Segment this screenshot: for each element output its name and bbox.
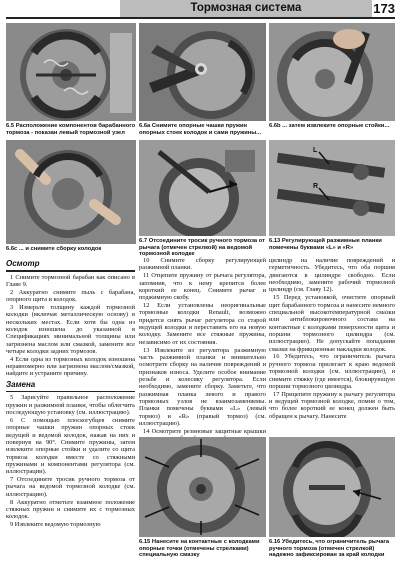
paragraph: 8 Аккуратно отметьте взаимное положение стяжных пружин и снимите их с тормозных колодок. xyxy=(6,498,135,521)
figure-6-7 xyxy=(139,140,266,258)
paragraph: 4 Если одна из тормозных колодок изношена неравномерно или загрязнена маслом/смазкой, найдите и устраните причину. xyxy=(6,355,135,378)
photo-retainer-pin xyxy=(269,23,395,121)
paragraph: 16 Убедитесь, что ограничитель рычага ручного тормоза прилегает к краю ведомой тормозной колодки (см. иллюстрацию), и снимите стяжку (где имеется), блокирующую поршни тормозного цилиндра. xyxy=(269,353,395,390)
paragraph: 2 Аккуратно снимите пыль с барабана, опорного щита и колодок. xyxy=(6,288,135,304)
paragraph: 5 Зарисуйте правильное расположение пружин и разжимной планки, чтобы облегчить последующую установку (см. иллюстрацию). xyxy=(6,394,135,416)
paragraph: 11 Отцепите пружину от рычага регулятора, запомнив, что к нему крепится более короткий ее конец. Снимите рычаг и поджимную скобу. xyxy=(139,272,266,302)
paragraph: 10 Снимите сборку регулирующей разжимной планки. xyxy=(139,257,266,272)
photo-handbrake-cable xyxy=(139,140,266,236)
paragraph: цилиндр на наличие повреждений и герметичность. Убедитесь, что оба поршня двигаются в цилиндре свободно. Если необходимо, замените рабочий тормозной цилиндр (см. Главу 12). xyxy=(269,257,395,294)
figure-6-15 xyxy=(139,437,266,568)
photo-handbrake-stop xyxy=(269,437,395,537)
paragraph: 12 Если установлены неоригинальные тормозные колодки Renault, возможно придется снять рычаг регулятора со старой ведущей колодки и переставить его на новую колодку. Замените все стяжные пружины, независимо от их состояния. xyxy=(139,302,266,346)
paragraph: 3 Измерьте толщину каждой тормозной колодки (включая металлическую основу) в нескольких местах. Если хотя бы одна из колодок изношена до указанной в Спецификациях минимальной толщины или загрязнена маслом или смазкой, замените все четыре колодки задних тормозов. xyxy=(6,303,135,355)
figure-caption: 6.6c ... и снимите сборку колодок xyxy=(6,246,102,252)
figure-6-13 xyxy=(269,140,395,254)
photo-spring-removal xyxy=(139,23,266,121)
figure-caption: 6.6a Снимите опорные чашки пружин опорных стоек колодок и сами пружины... xyxy=(139,123,262,136)
figure-6-6a xyxy=(139,23,266,137)
section-heading-replacement: Замена xyxy=(6,379,36,389)
heading-rule xyxy=(6,270,135,272)
figure-6-16 xyxy=(269,437,395,568)
figure-caption: 6.13 Регулирующей разжимные планки помечены буквами «L» и «R» xyxy=(269,238,382,251)
figure-caption: 6.7 Отсоедините тросик ручного тормоза от рычага (отмечен стрелкой) на ведомой тормозной колодке xyxy=(139,238,265,258)
photo-grease-points xyxy=(139,437,266,537)
figure-caption: 6.6b ... затем извлеките опорные стойки... xyxy=(269,123,390,129)
chapter-title: Тормозная система xyxy=(120,0,372,17)
paragraph: 15 Перед установкой, очистите опорный щит барабанного тормоза и нанесите немного специальной высокотемпературной смазки или антиблокировочного состава на контактные с колодками поверхности щита и поршни тормозного цилиндра (см. иллюстрацию). Не допускайте попадания смазки на фрикционные накладки колодок. xyxy=(269,294,395,353)
text-column-2 xyxy=(139,257,266,435)
photo-adjuster-struts xyxy=(269,140,395,236)
svg-text:L: L xyxy=(313,147,318,154)
paragraph: 9 Извлеките ведомую тормозную xyxy=(10,521,101,529)
paragraph: 7 Отсоедините тросик ручного тормоза от рычага на ведомой тормозной колодке (см. иллюстрацию). xyxy=(6,476,135,498)
figure-caption: 6.5 Расположение компонентов барабанного тормоза - показан левый тормозной узел xyxy=(6,123,136,136)
figure-6-6b xyxy=(269,23,395,137)
page-number: 173 xyxy=(373,1,395,16)
figure-6-5 xyxy=(6,23,136,137)
section-heading-inspection: Осмотр xyxy=(6,259,40,268)
paragraph: 6 С помощью плоскогубцев снимите опорные чашки пружин опорных стоек ведущей и ведомой колодок, нажав на них и повернув на 90°. Снимите пружины, затем извлеките опорные стойки и удалите со щита тормоза колодки вместе со стяжными пружинами и компонентами регулятора (см. иллюстрации). xyxy=(6,416,135,476)
text-column-1 xyxy=(6,257,135,567)
paragraph: 14 Осмотрите резиновые защитные крышки xyxy=(143,427,266,435)
figure-6-6c xyxy=(6,140,136,254)
photo-brake-drum-assembly xyxy=(6,23,136,121)
photo-shoe-assembly xyxy=(6,140,136,244)
header-rule xyxy=(6,17,395,19)
svg-text:R: R xyxy=(313,183,319,190)
figure-caption: 6.16 Убедитесь, что ограничитель рычага ручного тормоза (отмечен стрелкой) надежно зафиксирован за край колодки xyxy=(269,539,390,559)
figure-caption: 6.15 Нанесите на контактные с колодками опорные точки (отмечены стрелками) специальную смазку xyxy=(139,539,260,559)
paragraph: 17 Прицепите пружину к рычагу регулятора и ведущей тормозной колодке, помня о том, что более короткий ее конец должен быть обращен к рычагу. Нанесите xyxy=(269,390,395,420)
heading-rule xyxy=(6,391,135,393)
text-column-3 xyxy=(269,257,395,435)
page-header xyxy=(6,0,395,17)
paragraph: 1 Снимите тормозной барабан как описано в Главе 9. xyxy=(6,273,135,288)
paragraph: 13 Извлеките из регулятора разжимную часть разжимной планки и внимательно осмотрите сборку на наличие повреждений и признаков износа. Уделите особое внимание резьбе и колесику регулятора. Если необходимо, замените сборку. Заметьте, что разжимная планка левого и правого тормозных узлов не взаимозаменяемы. Планки помечены буквами «L» (левый тормоз) и «R» (правый тормоз) (см. иллюстрацию). xyxy=(139,346,266,428)
